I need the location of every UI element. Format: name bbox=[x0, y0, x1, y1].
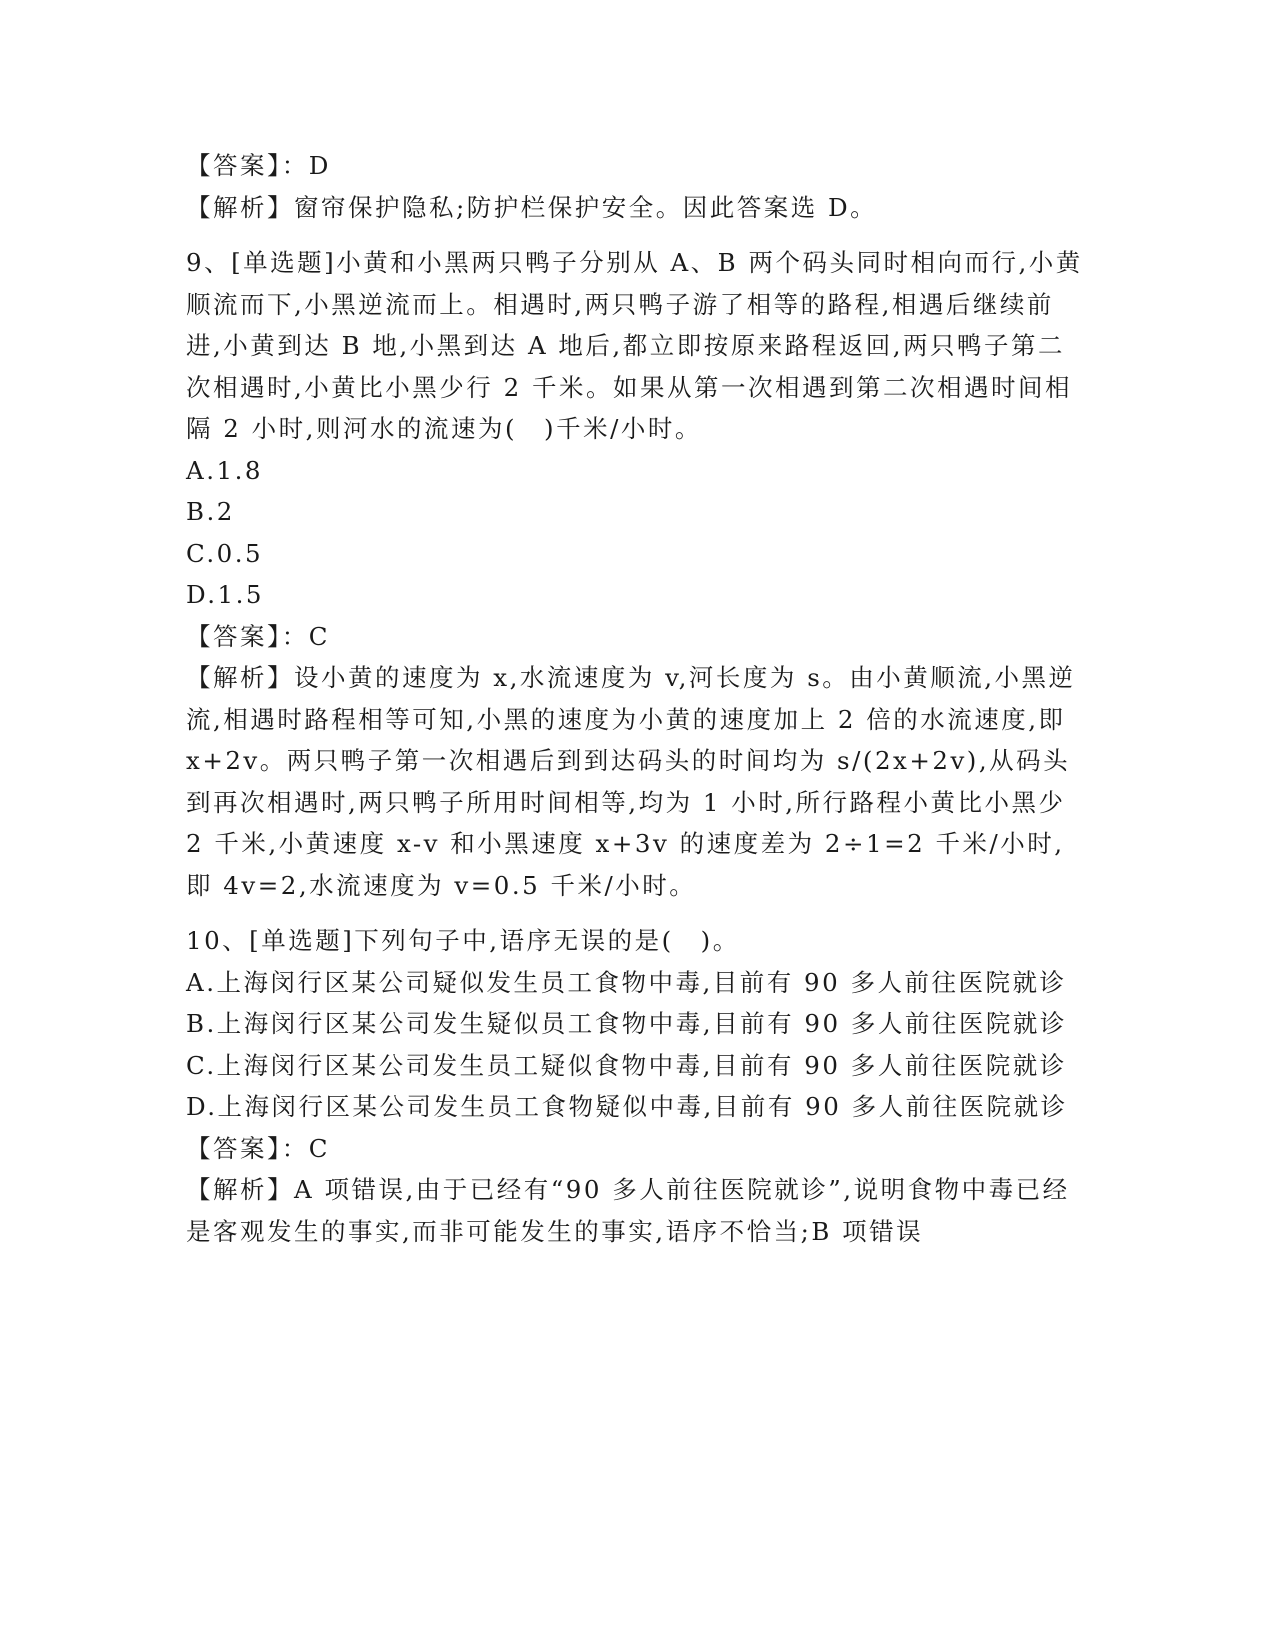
spacer bbox=[186, 228, 1086, 242]
q10-option-a: A.上海闵行区某公司疑似发生员工食物中毒,目前有 90 多人前往医院就诊 bbox=[186, 967, 1067, 997]
spacer bbox=[186, 906, 1086, 920]
q9-option-d: D.1.5 bbox=[186, 580, 265, 609]
q9-option-c: C.0.5 bbox=[186, 538, 264, 568]
prev-answer: 【答案】：D bbox=[186, 151, 331, 180]
q10-option-b: B.上海闵行区某公司发生疑似员工食物中毒,目前有 90 多人前往医院就诊 bbox=[186, 1009, 1067, 1038]
q9-answer: 【答案】：C bbox=[186, 621, 330, 651]
q10-option-d: D.上海闵行区某公司发生员工食物疑似中毒,目前有 90 多人前往医院就诊 bbox=[186, 1092, 1068, 1121]
prev-analysis: 【解析】窗帘保护隐私;防护栏保护安全。因此答案选 D。 bbox=[186, 192, 878, 222]
q9-option-a: A.1.8 bbox=[186, 455, 263, 485]
q10-answer: 【答案】：C bbox=[186, 1133, 330, 1163]
q9-option-b: B.2 bbox=[186, 497, 235, 526]
q10-option-c: C.上海闵行区某公司发生员工疑似食物中毒,目前有 90 多人前往医院就诊 bbox=[186, 1050, 1067, 1080]
q10-analysis: 【解析】A 项错误,由于已经有“90 多人前往医院就诊”,说明食物中毒已经是客观发生的事实,而非可能发生的事实,语序不恰当;B 项错误 bbox=[186, 1175, 1070, 1246]
document-page bbox=[186, 145, 1086, 1252]
q9-stem: 9、[单选题]小黄和小黑两只鸭子分别从 A、B 两个码头同时相向而行,小黄顺流而下,小黑逆流而上。相遇时,两只鸭子游了相等的路程,相遇后继续前进,小黄到达 B 地,小黑到达 A 地后,都立即按原来路程返回,两只鸭子第二次相遇时,小黄比小黑少行 2 千米。如果从第一次相遇到第二次相遇时间相隔 2 小时,则河水的流速为( )千米/小时。 bbox=[186, 248, 1083, 443]
q9-analysis: 【解析】设小黄的速度为 x,水流速度为 v,河长度为 s。由小黄顺流,小黑逆流,相遇时路程相等可知,小黑的速度为小黄的速度加上 2 倍的水流速度,即 x+2v。两只鸭子第一次相遇后到到达码头的时间均为 s/(2x+2v),从码头到再次相遇时,两只鸭子所用时间相等,均为 1 小时,所行路程小黄比小黑少 2 千米,小黄速度 x-v 和小黑速度 x+3v 的速度差为 2÷1=2 千米/小时,即 4v=2,水流速度为 v=0.5 千米/小时。 bbox=[186, 663, 1076, 900]
q10-stem: 10、[单选题]下列句子中,语序无误的是( )。 bbox=[186, 926, 740, 955]
